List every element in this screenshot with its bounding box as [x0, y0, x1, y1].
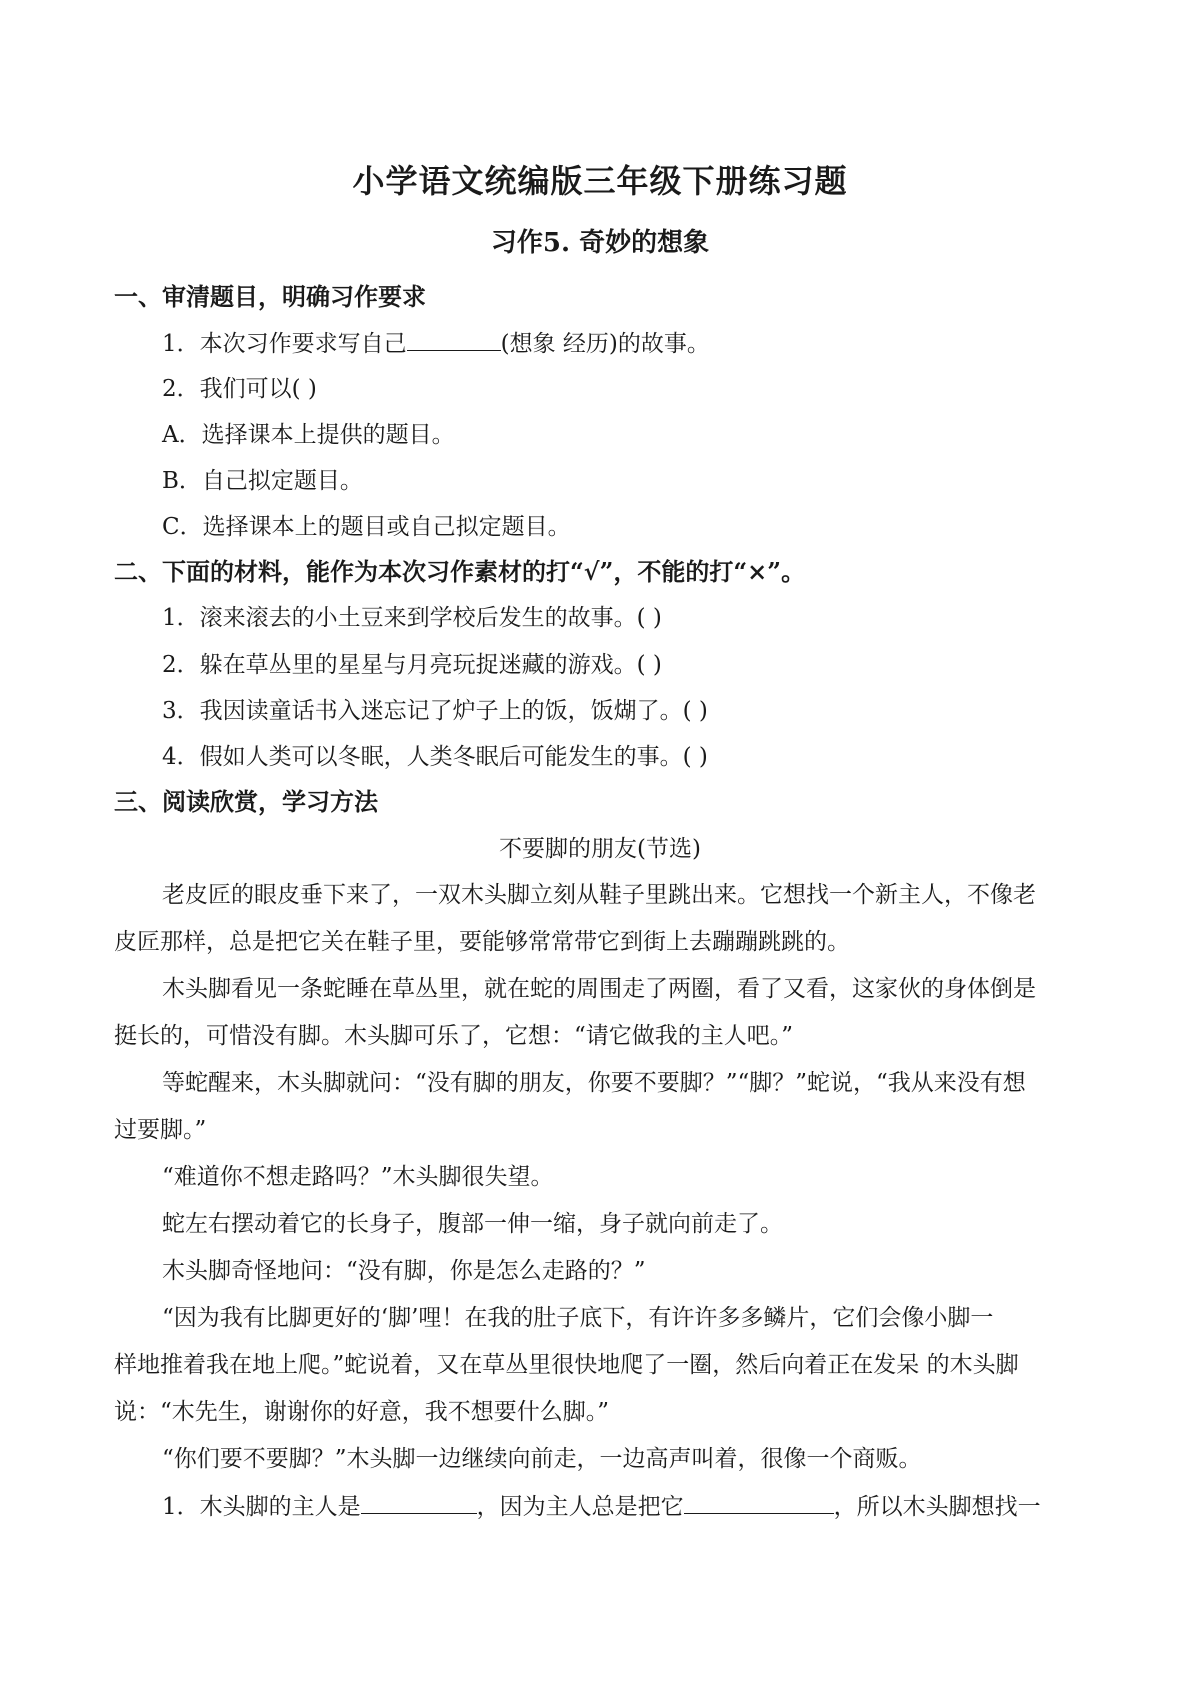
story-line: 说：“木先生，谢谢你的好意，我不想要什么脚。” [114, 1399, 610, 1425]
story-line: 样地推着我在地上爬。”蛇说着，又在草丛里很快地爬了一圈，然后向着正在发呆 的木头脚 [114, 1352, 1019, 1378]
s3q1-part2: ，因为主人总是把它 [476, 1494, 684, 1520]
page-title: 小学语文统编版三年级下册练习题 [352, 162, 848, 200]
section1-question-2: 2．我们可以( ) [162, 376, 317, 402]
story-title: 不要脚的朋友(节选) [499, 836, 701, 862]
section2-item: 4．假如人类可以冬眠，人类冬眠后可能发生的事。( ) [162, 744, 708, 770]
section2-heading: 二、下面的材料，能作为本次习作素材的打“√”，不能的打“×”。 [114, 557, 806, 586]
story-line: 木头脚奇怪地问：“没有脚，你是怎么走路的？” [162, 1258, 646, 1284]
q1-text-after: (想象 经历)的故事。 [500, 331, 710, 357]
s3q1-part1: 1．木头脚的主人是 [162, 1494, 361, 1520]
story-line: 老皮匠的眼皮垂下来了，一双木头脚立刻从鞋子里跳出来。它想找一个新主人，不像老 [162, 882, 1036, 908]
option-c: C．选择课本上的题目或自己拟定题目。 [162, 514, 571, 540]
story-line: 等蛇醒来，木头脚就问：“没有脚的朋友，你要不要脚？”“脚？”蛇说，“我从来没有想 [162, 1070, 1026, 1096]
option-a: A．选择课本上提供的题目。 [162, 422, 455, 448]
section2-item: 2．躲在草丛里的星星与月亮玩捉迷藏的游戏。( ) [162, 652, 662, 678]
section1-question-1 [162, 328, 1200, 359]
story-line: 木头脚看见一条蛇睡在草丛里，就在蛇的周围走了两圈，看了又看，这家伙的身体倒是 [162, 976, 1036, 1002]
story-line: “难道你不想走路吗？”木头脚很失望。 [162, 1164, 554, 1190]
section2-item: 1．滚来滚去的小土豆来到学校后发生的故事。( ) [162, 605, 662, 631]
story-line: “因为我有比脚更好的‘脚’哩！在我的肚子底下，有许许多多鳞片，它们会像小脚一 [162, 1305, 994, 1331]
s3q1-part3: ，所以木头脚想找一 [833, 1494, 1041, 1520]
section1-heading: 一、审清题目，明确习作要求 [114, 282, 426, 311]
page-subtitle: 习作5. 奇妙的想象 [490, 228, 710, 258]
section3-heading: 三、阅读欣赏，学习方法 [114, 787, 378, 816]
story-line: “你们要不要脚？”木头脚一边继续向前走，一边高声叫着，很像一个商贩。 [162, 1446, 922, 1472]
s3q1-blank-1[interactable] [361, 1491, 477, 1514]
section3-question-1 [162, 1491, 1200, 1522]
story-line: 过要脚。” [114, 1117, 207, 1143]
section2-item: 3．我因读童话书入迷忘记了炉子上的饭，饭煳了。( ) [162, 698, 708, 724]
q1-answer-blank[interactable] [407, 328, 501, 351]
story-line: 皮匠那样，总是把它关在鞋子里，要能够常常带它到街上去蹦蹦跳跳的。 [114, 929, 850, 955]
option-b: B．自己拟定题目。 [162, 468, 363, 494]
story-line: 蛇左右摆动着它的长身子，腹部一伸一缩，身子就向前走了。 [162, 1211, 783, 1237]
s3q1-blank-2[interactable] [684, 1491, 834, 1514]
story-line: 挺长的，可惜没有脚。木头脚可乐了，它想：“请它做我的主人吧。” [114, 1023, 794, 1049]
q1-text-before: 1．本次习作要求写自己 [162, 331, 407, 357]
